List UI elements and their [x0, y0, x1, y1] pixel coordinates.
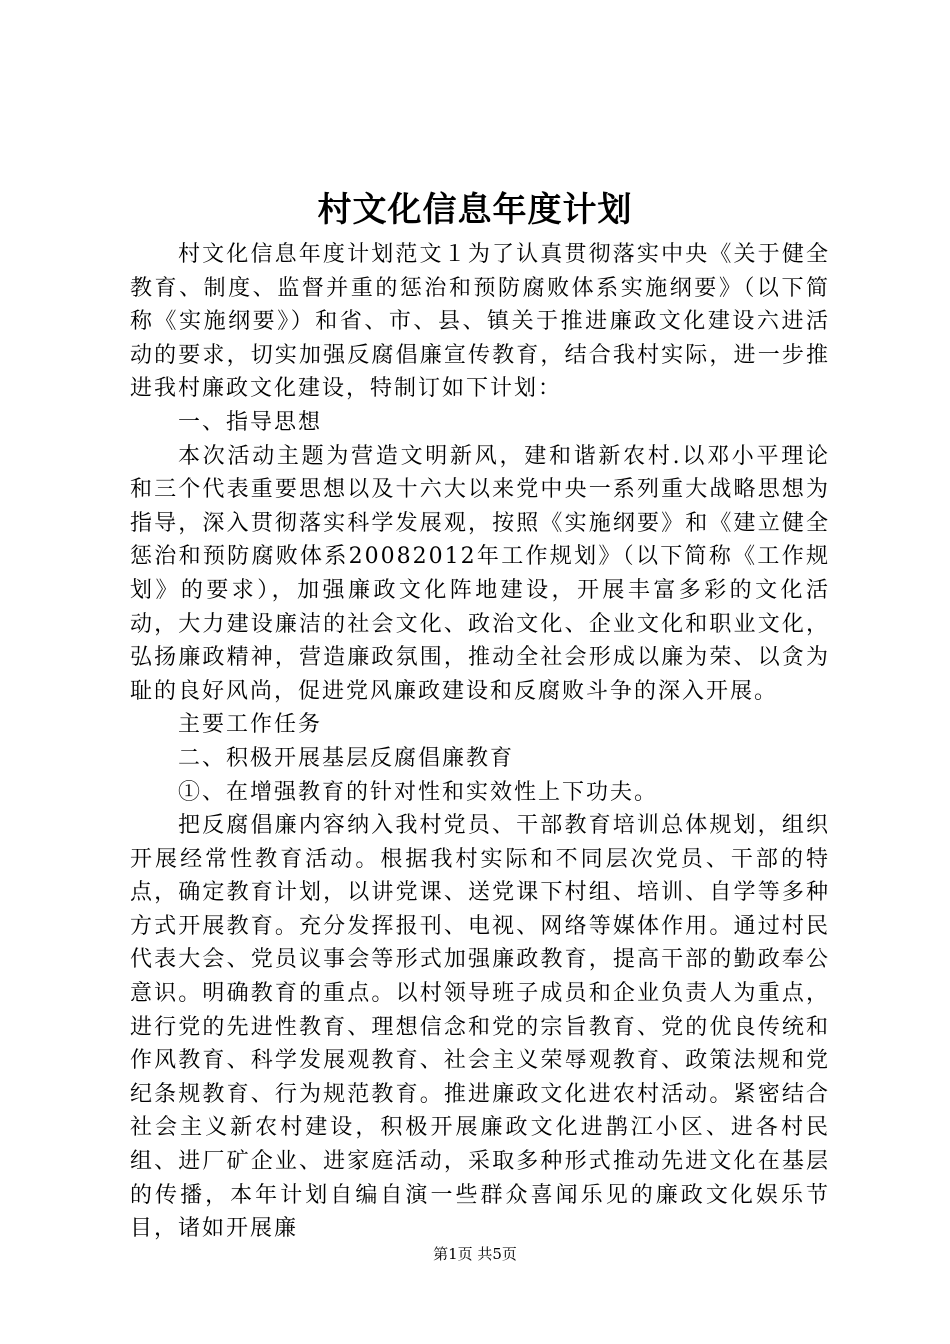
document-body — [130, 238, 830, 1246]
document-title: 村文化信息年度计划 — [317, 190, 633, 230]
paragraph-intro: 村文化信息年度计划范文１为了认真贯彻落实中央《关于健全教育、制度、监督并重的惩治和预防腐败体系实施纲要》（以下简称《实施纲要》）和省、市、县、镇关于推进廉政文化建设六进活动的要求，切实加强反腐倡廉宣传教育，结合我村实际，进一步推进我村廉政文化建设，特制订如下计划： — [130, 242, 830, 402]
subheading-item-one: ①、在增强教育的针对性和实效性上下功夫。 — [178, 779, 659, 805]
page-footer: 第1页 共5页 — [433, 1245, 517, 1263]
heading-section-two: 二、积极开展基层反腐倡廉教育 — [178, 745, 515, 771]
heading-guiding-ideology: 一、指导思想 — [178, 409, 323, 435]
paragraph-education-plan: 把反腐倡廉内容纳入我村党员、干部教育培训总体规划，组织开展经常性教育活动。根据我村实际和不同层次党员、干部的特点，确定教育计划，以讲党课、送党课下村组、培训、自学等多种方式开展教育。充分发挥报刊、电视、网络等媒体作用。通过村民代表大会、党员议事会等形式加强廉政教育，提高干部的勤政奉公意识。明确教育的重点。以村领导班子成员和企业负责人为重点，进行党的先进性教育、理想信念和党的宗旨教育、党的优良传统和作风教育、科学发展观教育、社会主义荣辱观教育、政策法规和党纪条规教育、行为规范教育。推进廉政文化进农村活动。紧密结合社会主义新农村建设，积极开展廉政文化进鹊江小区、进各村民组、进厂矿企业、进家庭活动，采取多种形式推动先进文化在基层的传播，本年计划自编自演一些群众喜闻乐见的廉政文化娱乐节目，诸如开展廉 — [130, 813, 830, 1242]
heading-main-tasks: 主要工作任务 — [178, 712, 323, 738]
paragraph-guiding-ideology: 本次活动主题为营造文明新风，建和谐新农村.以邓小平理论和三个代表重要思想以及十六大以来党中央一系列重大战略思想为指导，深入贯彻落实科学发展观，按照《实施纲要》和《建立健全惩治和预防腐败体系20082012年工作规划》（以下简称《工作规划》的要求），加强廉政文化阵地建设，开展丰富多彩的文化活动，大力建设廉洁的社会文化、政治文化、企业文化和职业文化，弘扬廉政精神，营造廉政氛围，推动全社会形成以廉为荣、以贪为耻的良好风尚，促进党风廉政建设和反腐败斗争的深入开展。 — [130, 443, 830, 704]
